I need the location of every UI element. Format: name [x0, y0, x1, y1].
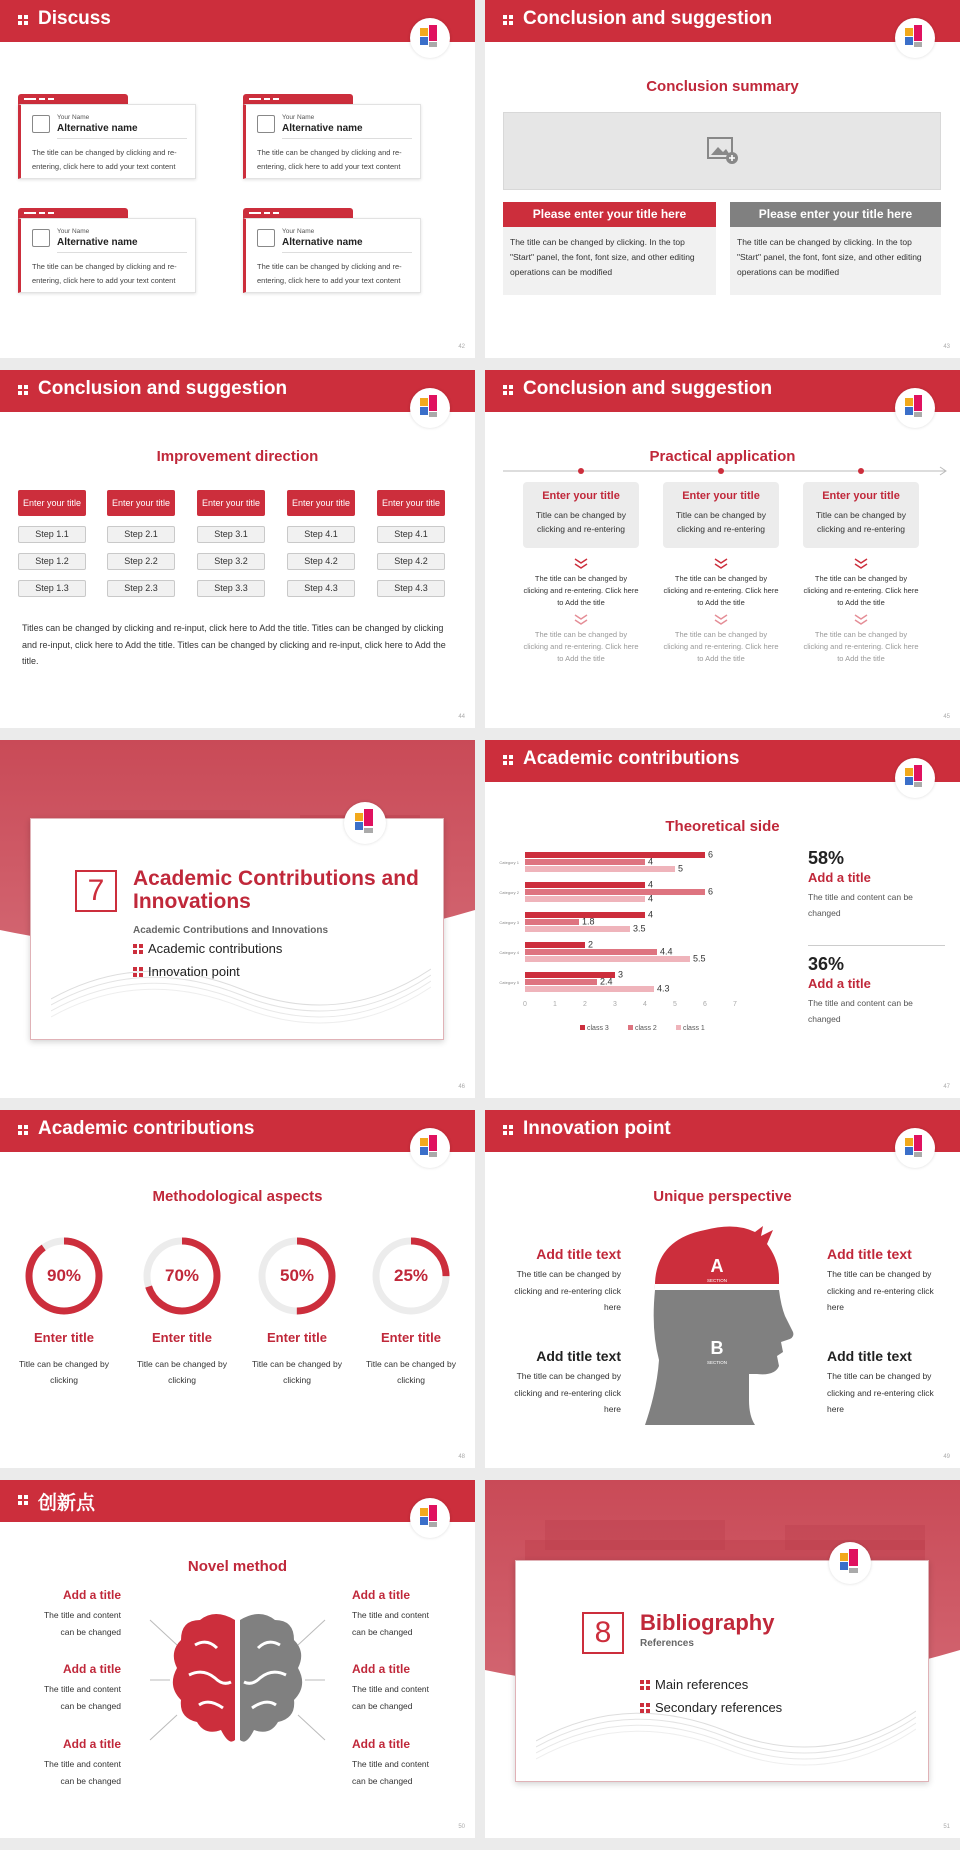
- section-subtitle: Unique perspective: [653, 1188, 792, 1205]
- slide-novel-method[interactable]: [0, 1480, 475, 1838]
- step-box[interactable]: Step 4.1: [287, 526, 355, 543]
- page-number: 43: [943, 344, 950, 350]
- step-box[interactable]: Step 1.2: [18, 553, 86, 570]
- progress-ring: [24, 1236, 104, 1316]
- data-label: 1.8: [582, 916, 595, 927]
- logo-icon: [410, 1498, 450, 1538]
- name-card[interactable]: Your Name Alternative name The title can be changed by clicking and re-entering, click here to add your text content: [18, 94, 196, 179]
- image-placeholder-icon: [32, 115, 50, 133]
- bar: [525, 889, 705, 895]
- page-number: 42: [458, 344, 465, 350]
- legend-swatch: [676, 1025, 681, 1030]
- x-tick-label: 2: [583, 1001, 587, 1008]
- x-tick-label: 1: [553, 1001, 557, 1008]
- bar: [525, 956, 690, 962]
- slide-title: Innovation point: [523, 1118, 671, 1139]
- section-number: 8: [582, 1612, 624, 1654]
- block-text: The title can be changed by clicking and re-entering click here: [514, 1371, 621, 1414]
- data-label: 4.3: [657, 983, 670, 994]
- dots-icon: [503, 755, 513, 765]
- image-placeholder-icon: [32, 229, 50, 247]
- legend-label: class 3: [587, 1025, 609, 1032]
- category-label: Category 1: [499, 860, 519, 865]
- ring-text: Title can be changed by clicking: [19, 1359, 109, 1385]
- ring-text: Title can be changed by clicking: [252, 1359, 342, 1385]
- step-box[interactable]: Step 4.1: [377, 526, 445, 543]
- item-heading: Add a title: [62, 1662, 121, 1676]
- column-heading[interactable]: Enter your title: [197, 490, 265, 516]
- section-subtitle: Practical application: [649, 448, 796, 465]
- ring-text: Title can be changed by clicking: [366, 1359, 456, 1385]
- step-box[interactable]: Step 3.2: [197, 553, 265, 570]
- ring-text: Title can be changed by clicking: [137, 1359, 227, 1385]
- bullet-icon: [133, 967, 143, 977]
- slide-header: [485, 0, 960, 42]
- section-item[interactable]: Main references: [655, 1677, 749, 1692]
- section-item[interactable]: Secondary references: [655, 1700, 783, 1715]
- category-label: Category 5: [499, 980, 519, 985]
- column-heading[interactable]: Enter your title: [107, 490, 175, 516]
- section-subtitle: References: [640, 1638, 694, 1649]
- stat-heading: Add a title: [808, 976, 871, 991]
- section-subtitle: Theoretical side: [665, 818, 780, 835]
- section-subtitle: Methodological aspects: [152, 1188, 323, 1205]
- box-text: The title can be changed by clicking. In the top "Start" panel, the font, font size, and other editing operations can be modified: [503, 227, 716, 295]
- dots-icon: [18, 385, 28, 395]
- slide-header: [0, 370, 475, 412]
- slide-section-7[interactable]: [0, 740, 475, 1098]
- bar: [525, 919, 579, 925]
- category-label: Category 4: [499, 950, 519, 955]
- bar: [525, 949, 657, 955]
- block-heading: Add title text: [536, 1348, 621, 1364]
- chevron-down-icon: [854, 558, 868, 570]
- section-subtitle: Novel method: [187, 1558, 288, 1575]
- block-text: The title can be changed by clicking and re-entering click here: [827, 1371, 934, 1414]
- legend-swatch: [580, 1025, 585, 1030]
- application-text: The title can be changed by clicking and re-entering. Click here to Add the title: [663, 574, 779, 607]
- page-number: 48: [458, 1454, 465, 1460]
- legend-label: class 2: [635, 1025, 657, 1032]
- ring-percent: 70%: [164, 1266, 200, 1285]
- ring-heading: Enter title: [152, 1330, 212, 1345]
- box-heading-red[interactable]: Please enter your title here: [503, 202, 716, 227]
- bar: [525, 942, 585, 948]
- slide-header: [485, 370, 960, 412]
- data-label: 3.5: [633, 923, 646, 934]
- image-placeholder-icon: [257, 229, 275, 247]
- bar: [525, 859, 645, 865]
- dots-icon: [503, 1125, 513, 1135]
- data-label: 3: [618, 969, 624, 980]
- dots-icon: [503, 385, 513, 395]
- data-label: 4: [648, 909, 654, 920]
- data-label: 6: [708, 849, 714, 860]
- slide-title: Conclusion and suggestion: [38, 378, 288, 399]
- slide-title: Conclusion and suggestion: [523, 8, 773, 29]
- image-placeholder[interactable]: [503, 112, 941, 190]
- legend-swatch: [628, 1025, 633, 1030]
- slide-header: [485, 740, 960, 782]
- section-subtitle: Conclusion summary: [646, 78, 799, 95]
- progress-ring: [142, 1236, 222, 1316]
- name-card[interactable]: Your Name Alternative name The title can be changed by clicking and re-entering, click here to add your text content: [243, 208, 421, 293]
- category-label: Category 3: [499, 920, 519, 925]
- x-tick-label: 3: [613, 1001, 617, 1008]
- section-title: Academic Contributions and Innovations: [133, 867, 419, 913]
- bar: [525, 882, 645, 888]
- divider: [808, 945, 945, 946]
- step-box[interactable]: Step 2.2: [107, 553, 175, 570]
- legend-label: class 1: [683, 1025, 705, 1032]
- progress-ring: [257, 1236, 337, 1316]
- slide-section-8[interactable]: [485, 1480, 960, 1838]
- logo-icon: [829, 1542, 871, 1584]
- item-heading: Add a title: [62, 1737, 121, 1751]
- name-card[interactable]: Your Name Alternative name The title can be changed by clicking and re-entering, click here to add your text content: [243, 94, 421, 179]
- slide-unique-perspective[interactable]: [485, 1110, 960, 1468]
- block-heading: Add title text: [536, 1246, 621, 1262]
- section-number: 7: [75, 870, 117, 912]
- logo-icon: [410, 1128, 450, 1168]
- section-title: Bibliography: [640, 1610, 775, 1635]
- step-box[interactable]: Step 4.3: [287, 580, 355, 597]
- step-box[interactable]: Step 2.3: [107, 580, 175, 597]
- slide-practical-application[interactable]: [485, 370, 960, 728]
- slide-header: [485, 1110, 960, 1152]
- chevron-down-icon: [854, 614, 868, 626]
- logo-icon: [410, 18, 450, 58]
- block-text: The title can be changed by clicking and re-entering click here: [827, 1269, 934, 1312]
- data-label: 4: [648, 893, 654, 904]
- logo-icon: [895, 388, 935, 428]
- stat-percent: 58%: [808, 848, 845, 868]
- mesh-wave: [536, 1681, 916, 1771]
- column-heading[interactable]: Enter your title: [377, 490, 445, 516]
- slide-methodological-aspects[interactable]: [0, 1110, 475, 1468]
- head-profile-icon: [645, 1220, 800, 1425]
- section-card: [515, 1560, 929, 1782]
- item-text: The title and content can be changed: [43, 1610, 121, 1637]
- timeline-arrow: [503, 466, 948, 476]
- step-box[interactable]: Step 4.2: [287, 553, 355, 570]
- x-tick-label: 7: [733, 1001, 737, 1008]
- slide-title: Academic contributions: [523, 748, 740, 769]
- stat-heading: Add a title: [808, 870, 871, 885]
- bullet-icon: [640, 1680, 650, 1690]
- chevron-down-icon: [714, 614, 728, 626]
- slide-conclusion-summary[interactable]: [485, 0, 960, 358]
- step-box[interactable]: Step 4.2: [377, 553, 445, 570]
- bar: [525, 866, 675, 872]
- data-label: 4.4: [660, 946, 673, 957]
- slide-title: 创新点: [38, 1492, 96, 1514]
- item-heading: Add a title: [352, 1737, 411, 1751]
- application-text: The title can be changed by clicking and re-entering. Click here to Add the title: [803, 574, 919, 607]
- slide-header: [0, 1110, 475, 1152]
- slide-theoretical-side[interactable]: [485, 740, 960, 1098]
- bar-chart: [485, 840, 755, 1055]
- brain-icon: [145, 1590, 330, 1770]
- ring-heading: Enter title: [381, 1330, 441, 1345]
- section-subtitle: Academic Contributions and Innovations: [133, 925, 329, 936]
- page-number: 44: [458, 714, 465, 720]
- bar: [525, 979, 597, 985]
- stat-text: The title and content can be changed: [808, 998, 913, 1024]
- item-text: The title and content can be changed: [352, 1684, 430, 1711]
- step-box[interactable]: Step 1.1: [18, 526, 86, 543]
- step-box[interactable]: Step 2.1: [107, 526, 175, 543]
- x-tick-label: 5: [673, 1001, 677, 1008]
- item-text: The title and content can be changed: [43, 1684, 121, 1711]
- data-label: 4: [648, 879, 654, 890]
- x-tick-label: 4: [643, 1001, 647, 1008]
- bar: [525, 852, 705, 858]
- data-label: 6: [708, 886, 714, 897]
- stat-text: The title and content can be changed: [808, 892, 913, 918]
- bar: [525, 986, 654, 992]
- application-card[interactable]: Enter your title Title can be changed by clicking and re-entering: [803, 482, 919, 548]
- section-letter-b: B: [710, 1338, 724, 1358]
- box-heading-gray[interactable]: Please enter your title here: [730, 202, 941, 227]
- item-heading: Add a title: [352, 1588, 411, 1602]
- slide-discuss[interactable]: [0, 0, 475, 358]
- bullet-icon: [640, 1703, 650, 1713]
- x-tick-label: 0: [523, 1001, 527, 1008]
- logo-icon: [895, 1128, 935, 1168]
- dots-icon: [503, 15, 513, 25]
- bar: [525, 926, 630, 932]
- data-label: 2: [588, 939, 594, 950]
- page-number: 49: [943, 1454, 950, 1460]
- block-text: The title can be changed by clicking and re-entering click here: [514, 1269, 621, 1312]
- page-number: 47: [943, 1084, 950, 1090]
- image-placeholder-icon: [257, 115, 275, 133]
- block-heading: Add title text: [827, 1348, 912, 1364]
- ring-heading: Enter title: [267, 1330, 327, 1345]
- section-letter-a: A: [710, 1256, 724, 1276]
- column-heading[interactable]: Enter your title: [18, 490, 86, 516]
- ring-percent: 90%: [46, 1266, 82, 1285]
- page-number: 45: [943, 714, 950, 720]
- logo-icon: [410, 388, 450, 428]
- application-card[interactable]: Enter your title Title can be changed by clicking and re-entering: [523, 482, 639, 548]
- step-box[interactable]: Step 1.3: [18, 580, 86, 597]
- slide-header: [0, 1480, 475, 1522]
- data-label: 5: [678, 863, 684, 874]
- step-box[interactable]: Step 3.1: [197, 526, 265, 543]
- slide-title: Academic contributions: [38, 1118, 255, 1139]
- name-card[interactable]: Your Name Alternative name The title can be changed by clicking and re-entering, click here to add your text content: [18, 208, 196, 293]
- dots-icon: [18, 15, 28, 25]
- data-label: 4: [648, 856, 654, 867]
- stat-percent: 36%: [808, 954, 845, 974]
- progress-ring: [371, 1236, 451, 1316]
- ring-percent: 25%: [393, 1266, 429, 1285]
- slide-improvement-direction[interactable]: [0, 370, 475, 728]
- chevron-down-icon: [574, 614, 588, 626]
- data-label: 2.4: [600, 976, 613, 987]
- page-number: 51: [943, 1824, 950, 1830]
- chevron-down-icon: [574, 558, 588, 570]
- slide-title: Conclusion and suggestion: [523, 378, 773, 399]
- logo-icon: [344, 802, 386, 844]
- application-text: The title can be changed by clicking and re-entering. Click here to Add the title: [523, 630, 639, 663]
- dots-icon: [18, 1125, 28, 1135]
- step-box[interactable]: Step 4.3: [377, 580, 445, 597]
- logo-icon: [895, 758, 935, 798]
- item-heading: Add a title: [352, 1662, 411, 1676]
- section-label: SECTION: [706, 1360, 727, 1365]
- page-number: 50: [458, 1824, 465, 1830]
- section-item[interactable]: Academic contributions: [148, 941, 283, 956]
- block-heading: Add title text: [827, 1246, 912, 1262]
- step-box[interactable]: Step 3.3: [197, 580, 265, 597]
- chevron-down-icon: [714, 558, 728, 570]
- data-label: 5.5: [693, 953, 706, 964]
- application-card[interactable]: Enter your title Title can be changed by clicking and re-entering: [663, 482, 779, 548]
- application-text: The title can be changed by clicking and re-entering. Click here to Add the title: [523, 574, 639, 607]
- section-subtitle: Improvement direction: [156, 448, 319, 465]
- box-text: The title can be changed by clicking. In the top "Start" panel, the font, font size, and other editing operations can be modified: [730, 227, 941, 295]
- ring-heading: Enter title: [34, 1330, 94, 1345]
- item-heading: Add a title: [62, 1588, 121, 1602]
- section-item[interactable]: Innovation point: [148, 964, 240, 979]
- item-text: The title and content can be changed: [352, 1610, 430, 1637]
- bullet-icon: [133, 944, 143, 954]
- logo-icon: [895, 18, 935, 58]
- dots-icon: [18, 1495, 28, 1505]
- bar: [525, 896, 645, 902]
- application-text: The title can be changed by clicking and re-entering. Click here to Add the title: [803, 630, 919, 663]
- application-text: The title can be changed by clicking and re-entering. Click here to Add the title: [663, 630, 779, 663]
- item-text: The title and content can be changed: [352, 1759, 430, 1786]
- add-image-icon: [707, 137, 739, 165]
- x-tick-label: 6: [703, 1001, 707, 1008]
- body-text: Titles can be changed by clicking and re-input, click here to Add the title. Titles can be changed by clicking and re-input, click here to Add the title. Titles can be changed by clicking and re-input, click here to Add the title.: [22, 623, 446, 666]
- slide-title: Discuss: [38, 8, 111, 29]
- section-label: SECTION: [706, 1278, 727, 1283]
- slide-header: [0, 0, 475, 42]
- item-text: The title and content can be changed: [43, 1759, 121, 1786]
- category-label: Category 2: [499, 890, 519, 895]
- ring-percent: 50%: [279, 1266, 315, 1285]
- column-heading[interactable]: Enter your title: [287, 490, 355, 516]
- page-number: 46: [458, 1084, 465, 1090]
